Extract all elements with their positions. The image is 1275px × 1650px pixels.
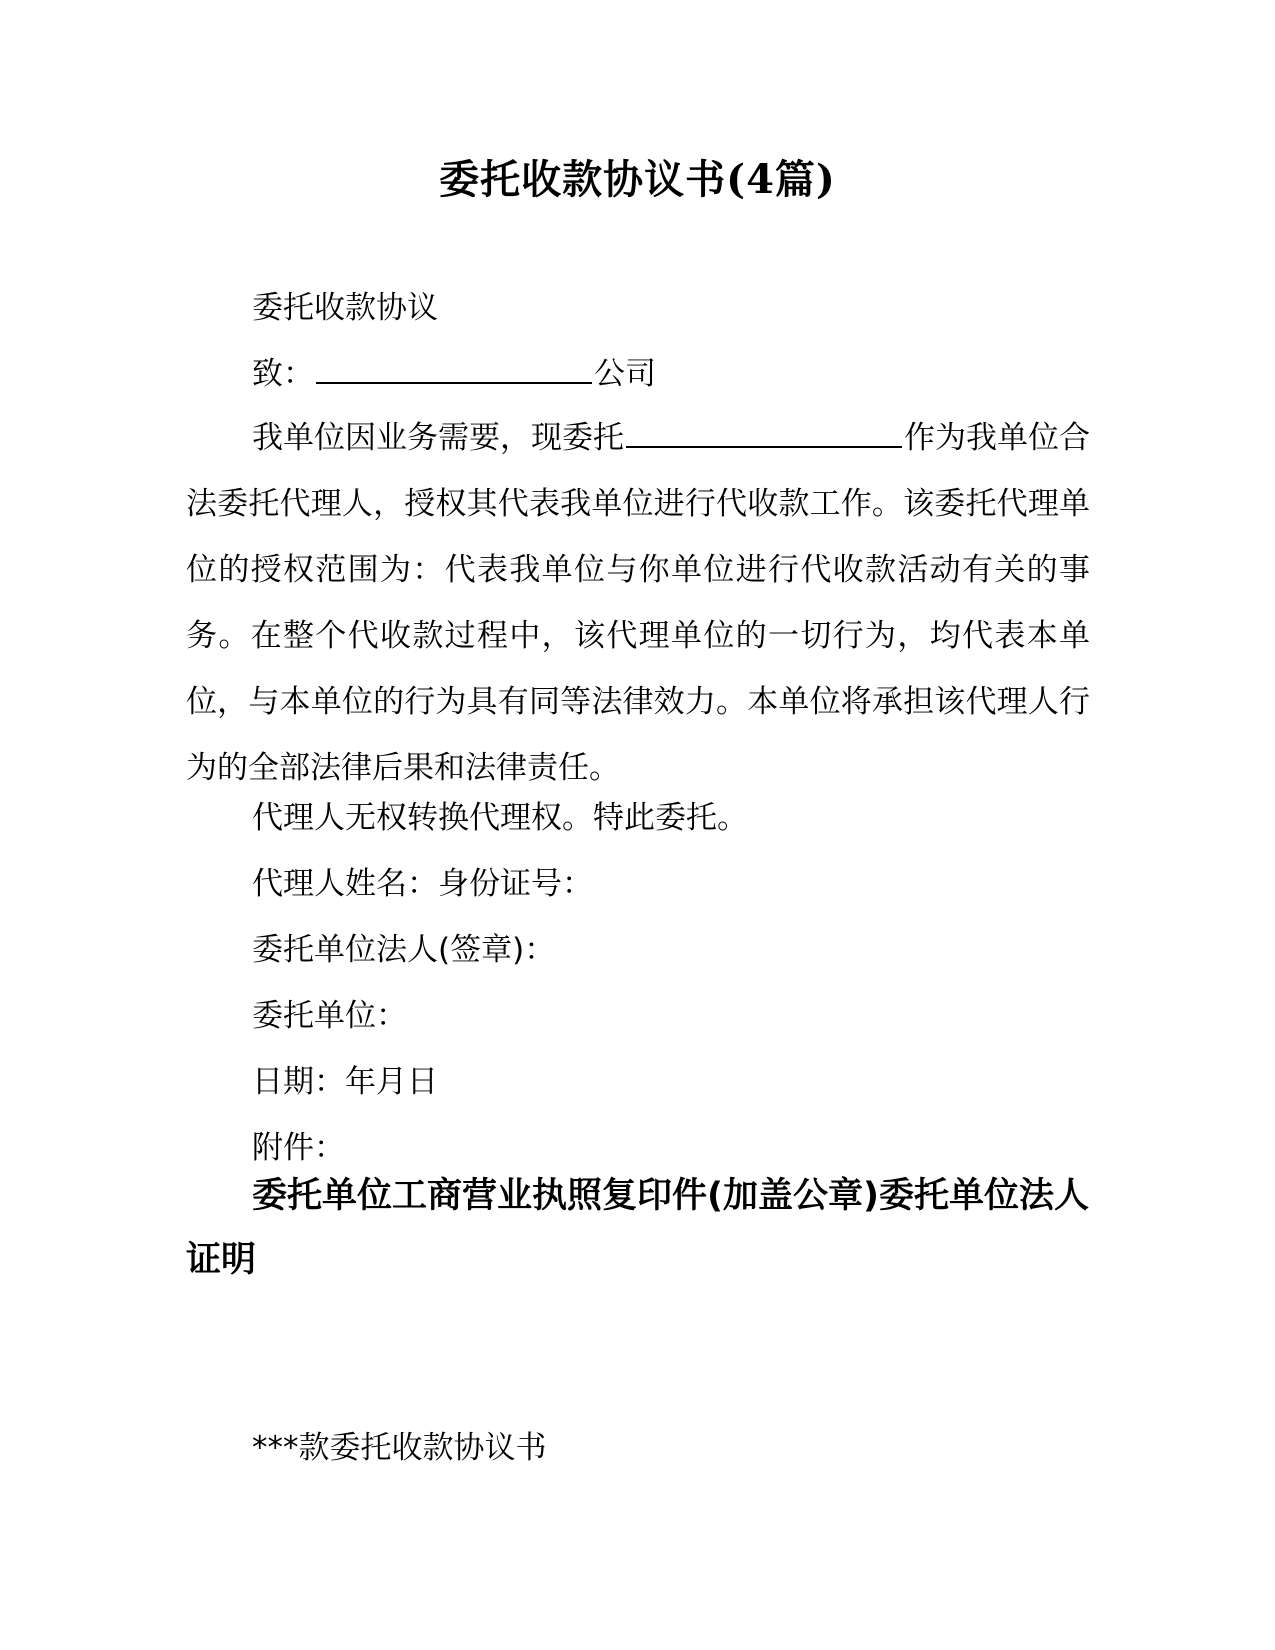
legal-rep-signature-line: 委托单位法人(签章)： xyxy=(252,932,556,968)
date-line: 日期：年月日 xyxy=(252,1064,438,1100)
authorization-paragraph xyxy=(186,405,1090,801)
agreement-header xyxy=(186,275,1086,407)
agent-blank xyxy=(626,418,902,448)
document-title: 委托收款协议书(4篇) xyxy=(439,156,836,203)
addressee-suffix: 公司 xyxy=(594,356,656,392)
paragraph-rest: 作为我单位合法委托代理人，授权其代表我单位进行代收款工作。该委托代理单位的授权范围为：代表我单位与你单位进行代收款活动有关的事务。在整个代收款过程中，该代理单位的一切行为，均代表本单位，与本单位的行为具有同等法律效力。本单位将承担该代理人行为的全部法律后果和法律责任。 xyxy=(186,420,1090,786)
next-agreement-title: ***款委托收款协议书 xyxy=(252,1430,547,1466)
agent-name-id-line: 代理人姓名：身份证号： xyxy=(252,866,593,902)
attachment-list: 委托单位工商营业执照复印件(加盖公章)委托单位法人证明 xyxy=(186,1176,1089,1280)
paragraph-start: 我单位因业务需要，现委托 xyxy=(252,420,624,456)
signature-section xyxy=(186,785,1086,1181)
addressee-line xyxy=(186,341,1086,407)
company-blank xyxy=(316,354,592,384)
entrusting-unit-line: 委托单位： xyxy=(252,998,407,1034)
no-transfer-line: 代理人无权转换代理权。特此委托。 xyxy=(252,800,748,836)
attachment-label: 附件： xyxy=(252,1130,345,1166)
section-heading: 委托收款协议 xyxy=(252,290,438,326)
addressee-prefix: 致： xyxy=(252,356,314,392)
